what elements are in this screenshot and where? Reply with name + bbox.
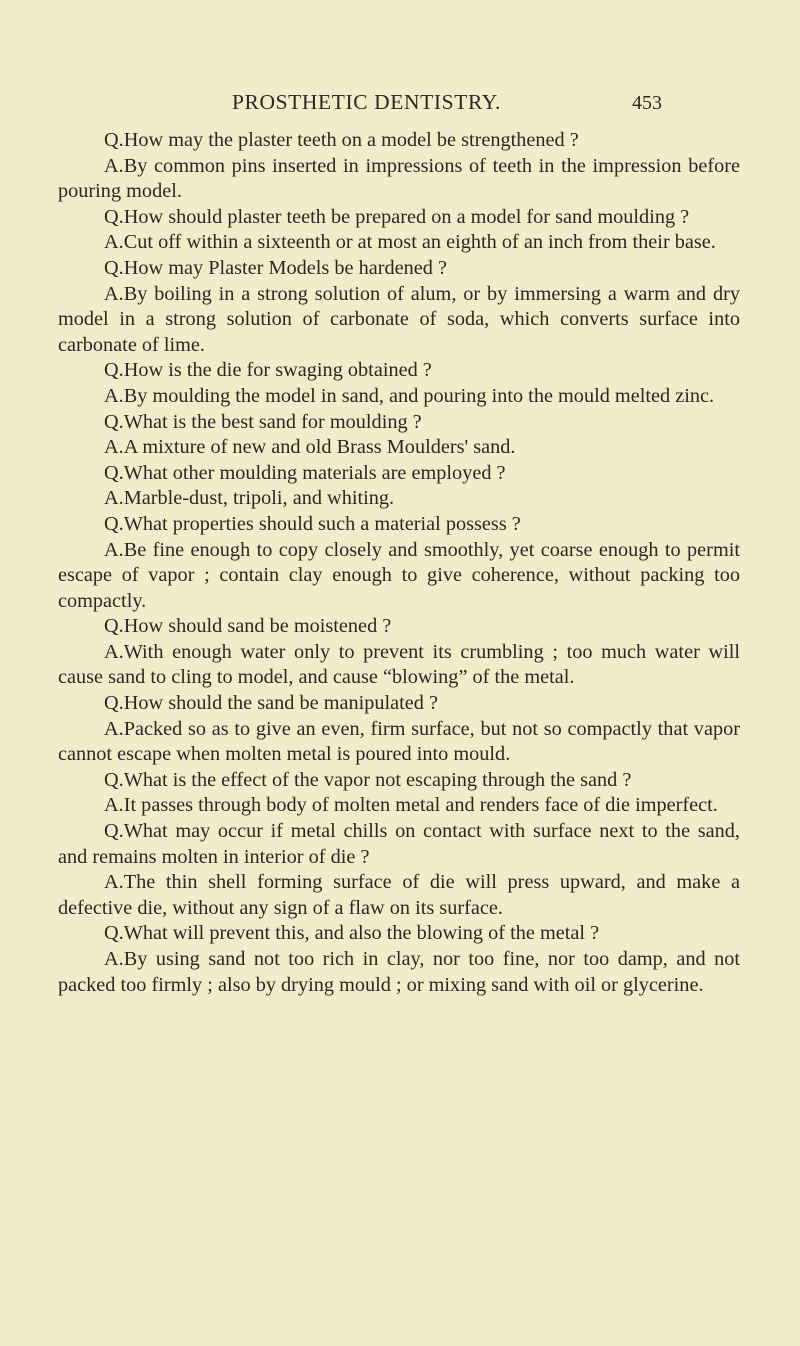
answer-paragraph [58, 947, 740, 998]
question-label: Q. [104, 256, 124, 279]
page-number: 453 [632, 92, 662, 114]
answer-paragraph [58, 435, 740, 461]
answer-paragraph [58, 538, 740, 615]
answer-text: A mixture of new and old Brass Moulders' sand. [123, 436, 516, 459]
answer-text: Be fine enough to copy closely and smoothly, yet coarse enough to permit escape of vapor ; contain clay enough to give coherence, without packing too compactly. [58, 538, 740, 612]
answer-paragraph [58, 384, 740, 410]
question-text: How should sand be moistened ? [123, 615, 392, 638]
qa-body [58, 128, 740, 998]
question-paragraph [58, 358, 740, 384]
answer-label: A. [104, 871, 124, 894]
question-label: Q. [104, 768, 124, 791]
question-paragraph [58, 512, 740, 538]
question-label: Q. [104, 461, 124, 484]
answer-text: By moulding the model in sand, and pouring into the mould melted zinc. [123, 384, 715, 407]
question-paragraph [58, 461, 740, 487]
question-text: What may occur if metal chills on contact with surface next to the sand, and remains molten in interior of die ? [58, 820, 740, 868]
answer-label: A. [104, 282, 124, 305]
answer-paragraph [58, 717, 740, 768]
question-text: How should the sand be manipulated ? [123, 692, 439, 715]
answer-paragraph [58, 486, 740, 512]
question-text: What will prevent this, and also the blowing of the metal ? [123, 922, 600, 945]
question-text: How should plaster teeth be prepared on a model for sand moulding ? [123, 205, 690, 228]
question-paragraph [58, 614, 740, 640]
answer-text: By boiling in a strong solution of alum, or by immersing a warm and dry model in a strong solution of carbonate of soda, which converts surface into carbonate of lime. [58, 282, 740, 356]
page-header [0, 90, 800, 120]
question-paragraph [58, 128, 740, 154]
question-paragraph [58, 256, 740, 282]
question-text: What properties should such a material possess ? [123, 512, 521, 535]
question-paragraph [58, 768, 740, 794]
question-paragraph [58, 205, 740, 231]
answer-label: A. [104, 487, 124, 510]
question-label: Q. [104, 359, 124, 382]
question-text: How is the die for swaging obtained ? [123, 359, 432, 382]
answer-paragraph [58, 282, 740, 359]
answer-label: A. [104, 436, 124, 459]
answer-text: It passes through body of molten metal and renders face of die imperfect. [123, 794, 718, 817]
answer-text: By common pins inserted in impressions of teeth in the impression before pouring model. [58, 154, 740, 203]
answer-label: A. [104, 538, 124, 561]
answer-text: By using sand not too rich in clay, nor too fine, nor too damp, and not packed too firmly ; also by drying mould ; or mixing sand with oil or glycerine. [58, 948, 740, 996]
question-label: Q. [104, 129, 124, 151]
question-label: Q. [104, 410, 124, 433]
answer-text: With enough water only to prevent its crumbling ; too much water will cause sand to cling to model, and cause “blowing” of the metal. [58, 640, 740, 689]
answer-paragraph [58, 793, 740, 819]
question-paragraph [58, 410, 740, 436]
question-text: What is the best sand for moulding ? [123, 410, 422, 433]
question-text: What is the effect of the vapor not escaping through the sand ? [123, 768, 632, 791]
answer-label: A. [104, 640, 124, 663]
question-label: Q. [104, 692, 124, 715]
running-title: PROSTHETIC DENTISTRY. [232, 90, 502, 114]
question-label: Q. [104, 205, 124, 228]
answer-label: A. [104, 794, 124, 817]
answer-label: A. [104, 948, 124, 970]
question-paragraph [58, 921, 740, 947]
question-text: What other moulding materials are employed ? [123, 461, 506, 484]
question-paragraph [58, 819, 740, 870]
question-label: Q. [104, 922, 124, 945]
answer-label: A. [104, 231, 124, 254]
question-text: How may Plaster Models be hardened ? [123, 256, 448, 279]
answer-paragraph [58, 230, 740, 256]
answer-text: Packed so as to give an even, firm surface, but not so compactly that vapor cannot escape when molten metal is poured into mould. [58, 717, 740, 766]
question-paragraph [58, 691, 740, 717]
question-text: How may the plaster teeth on a model be strengthened ? [123, 129, 579, 151]
answer-label: A. [104, 384, 124, 407]
answer-paragraph [58, 870, 740, 921]
answer-label: A. [104, 154, 124, 177]
answer-paragraph [58, 154, 740, 205]
answer-text: Marble-dust, tripoli, and whiting. [123, 487, 395, 510]
answer-text: Cut off within a sixteenth or at most an eighth of an inch from their base. [123, 231, 716, 254]
question-label: Q. [104, 512, 124, 535]
answer-paragraph [58, 640, 740, 691]
answer-label: A. [104, 717, 124, 740]
answer-text: The thin shell forming surface of die will press upward, and make a defective die, without any sign of a flaw on its surface. [58, 871, 740, 919]
question-label: Q. [104, 820, 124, 843]
question-label: Q. [104, 615, 124, 638]
